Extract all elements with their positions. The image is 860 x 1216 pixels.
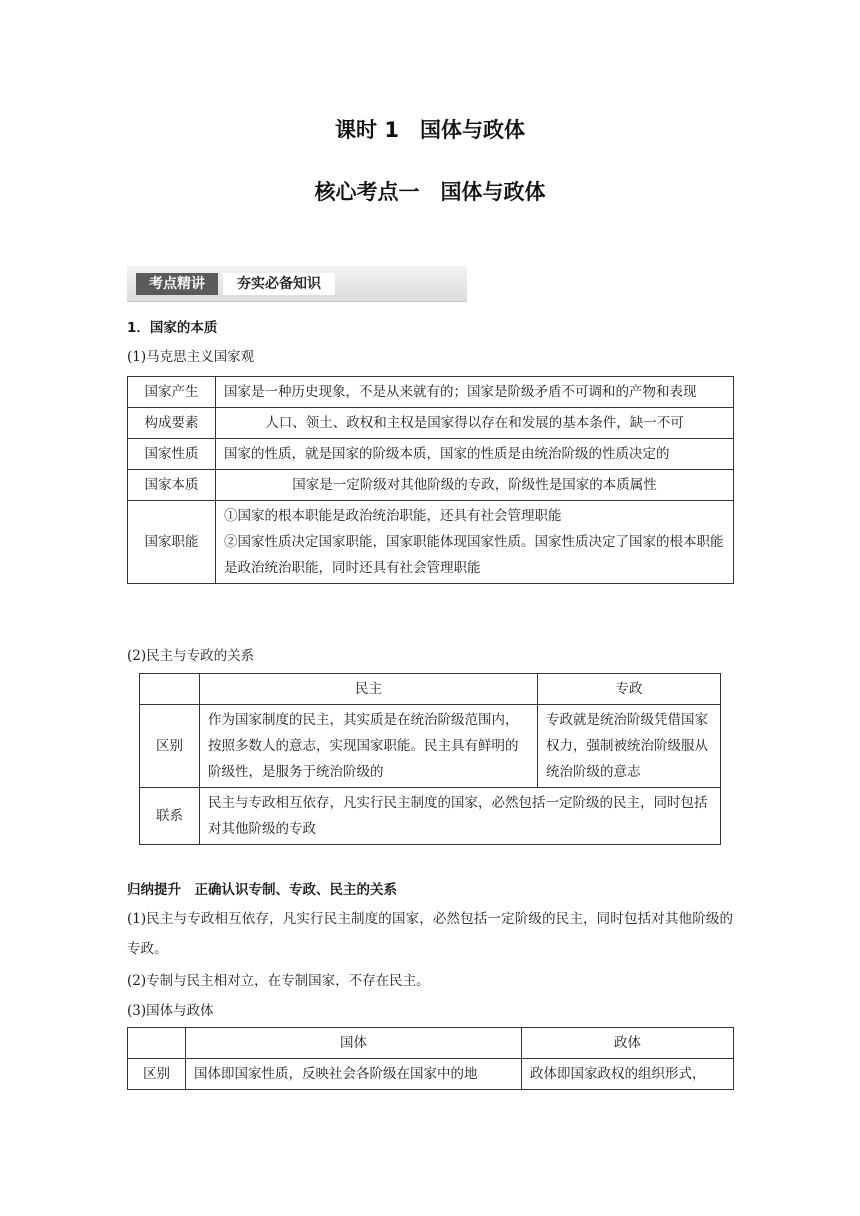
table-state-government [127,1027,734,1090]
table-header-row [140,674,721,705]
table-row [128,439,734,470]
row-label-difference: 区别 [128,1059,186,1090]
row-label-link: 联系 [140,788,200,845]
table-row [128,501,734,584]
row-content: 国家是一定阶级对其他阶级的专政，阶级性是国家的本质属性 [216,470,734,501]
heading-state-essence: 1．国家的本质 [127,320,218,336]
row-content: 国家的性质，就是国家的阶级本质，国家的性质是由统治阶级的性质决定的 [216,439,734,470]
table-row [140,705,721,788]
summary-point-1: (1)民主与专政相互依存，凡实行民主制度的国家，必然包括一定阶级的民主，同时包括对其他阶级的专政。 [127,911,733,957]
row-label: 国家本质 [128,470,216,501]
row-label: 国家性质 [128,439,216,470]
subheading-democracy-dictatorship: (2)民主与专政的关系 [127,648,255,664]
row-label-difference: 区别 [140,705,200,788]
header-government-system: 政体 [522,1028,734,1059]
section-title: 核心考点一 国体与政体 [314,180,546,204]
header-democracy: 民主 [200,674,538,705]
table-row [128,1059,734,1090]
state-system-difference: 国体即国家性质，反映社会各阶级在国家中的地 [186,1059,522,1090]
dictatorship-difference: 专政就是统治阶级凭借国家权力，强制被统治阶级服从统治阶级的意志 [538,705,721,788]
row-content [216,501,734,584]
government-system-difference: 政体即国家政权的组织形式， [522,1059,734,1090]
table-header-row [128,1028,734,1059]
header-state-system: 国体 [186,1028,522,1059]
row-content: 国家是一种历史现象，不是从来就有的；国家是阶级矛盾不可调和的产物和表现 [216,377,734,408]
democracy-difference: 作为国家制度的民主，其实质是在统治阶级范围内，按照多数人的意志，实现国家职能。民主具有鲜明的阶级性，是服务于统治阶级的 [200,705,538,788]
function-line-2: ②国家性质决定国家职能，国家职能体现国家性质。国家性质决定了国家的根本职能是政治统治职能，同时还具有社会管理职能 [224,534,724,576]
header-dictatorship: 专政 [538,674,721,705]
link-content: 民主与专政相互依存，凡实行民主制度的国家，必然包括一定阶级的民主，同时包括对其他阶级的专政 [200,788,721,845]
row-label: 国家产生 [128,377,216,408]
table-democracy-dictatorship [139,673,721,845]
section-banner [127,266,467,302]
summary-point-2: (2)专制与民主相对立，在专制国家，不存在民主。 [127,973,430,989]
banner-tag: 考点精讲 [136,273,218,295]
empty-header-cell [128,1028,186,1059]
table-row [128,408,734,439]
table-row [128,470,734,501]
table-row [128,377,734,408]
banner-subtitle: 夯实必备知识 [223,273,335,295]
row-label: 国家职能 [128,501,216,584]
subheading-marxist-view: (1)马克思主义国家观 [127,349,255,365]
table-marxist-view [127,376,734,584]
function-line-1: ①国家的根本职能是政治统治职能，还具有社会管理职能 [224,508,562,524]
row-content: 人口、领土、政权和主权是国家得以存在和发展的基本条件，缺一不可 [216,408,734,439]
lesson-title: 课时 1 国体与政体 [335,118,525,142]
summary-heading: 归纳提升 正确认识专制、专政、民主的关系 [127,882,397,898]
summary-point-3: (3)国体与政体 [127,1003,214,1019]
table-row [140,788,721,845]
row-label: 构成要素 [128,408,216,439]
empty-header-cell [140,674,200,705]
